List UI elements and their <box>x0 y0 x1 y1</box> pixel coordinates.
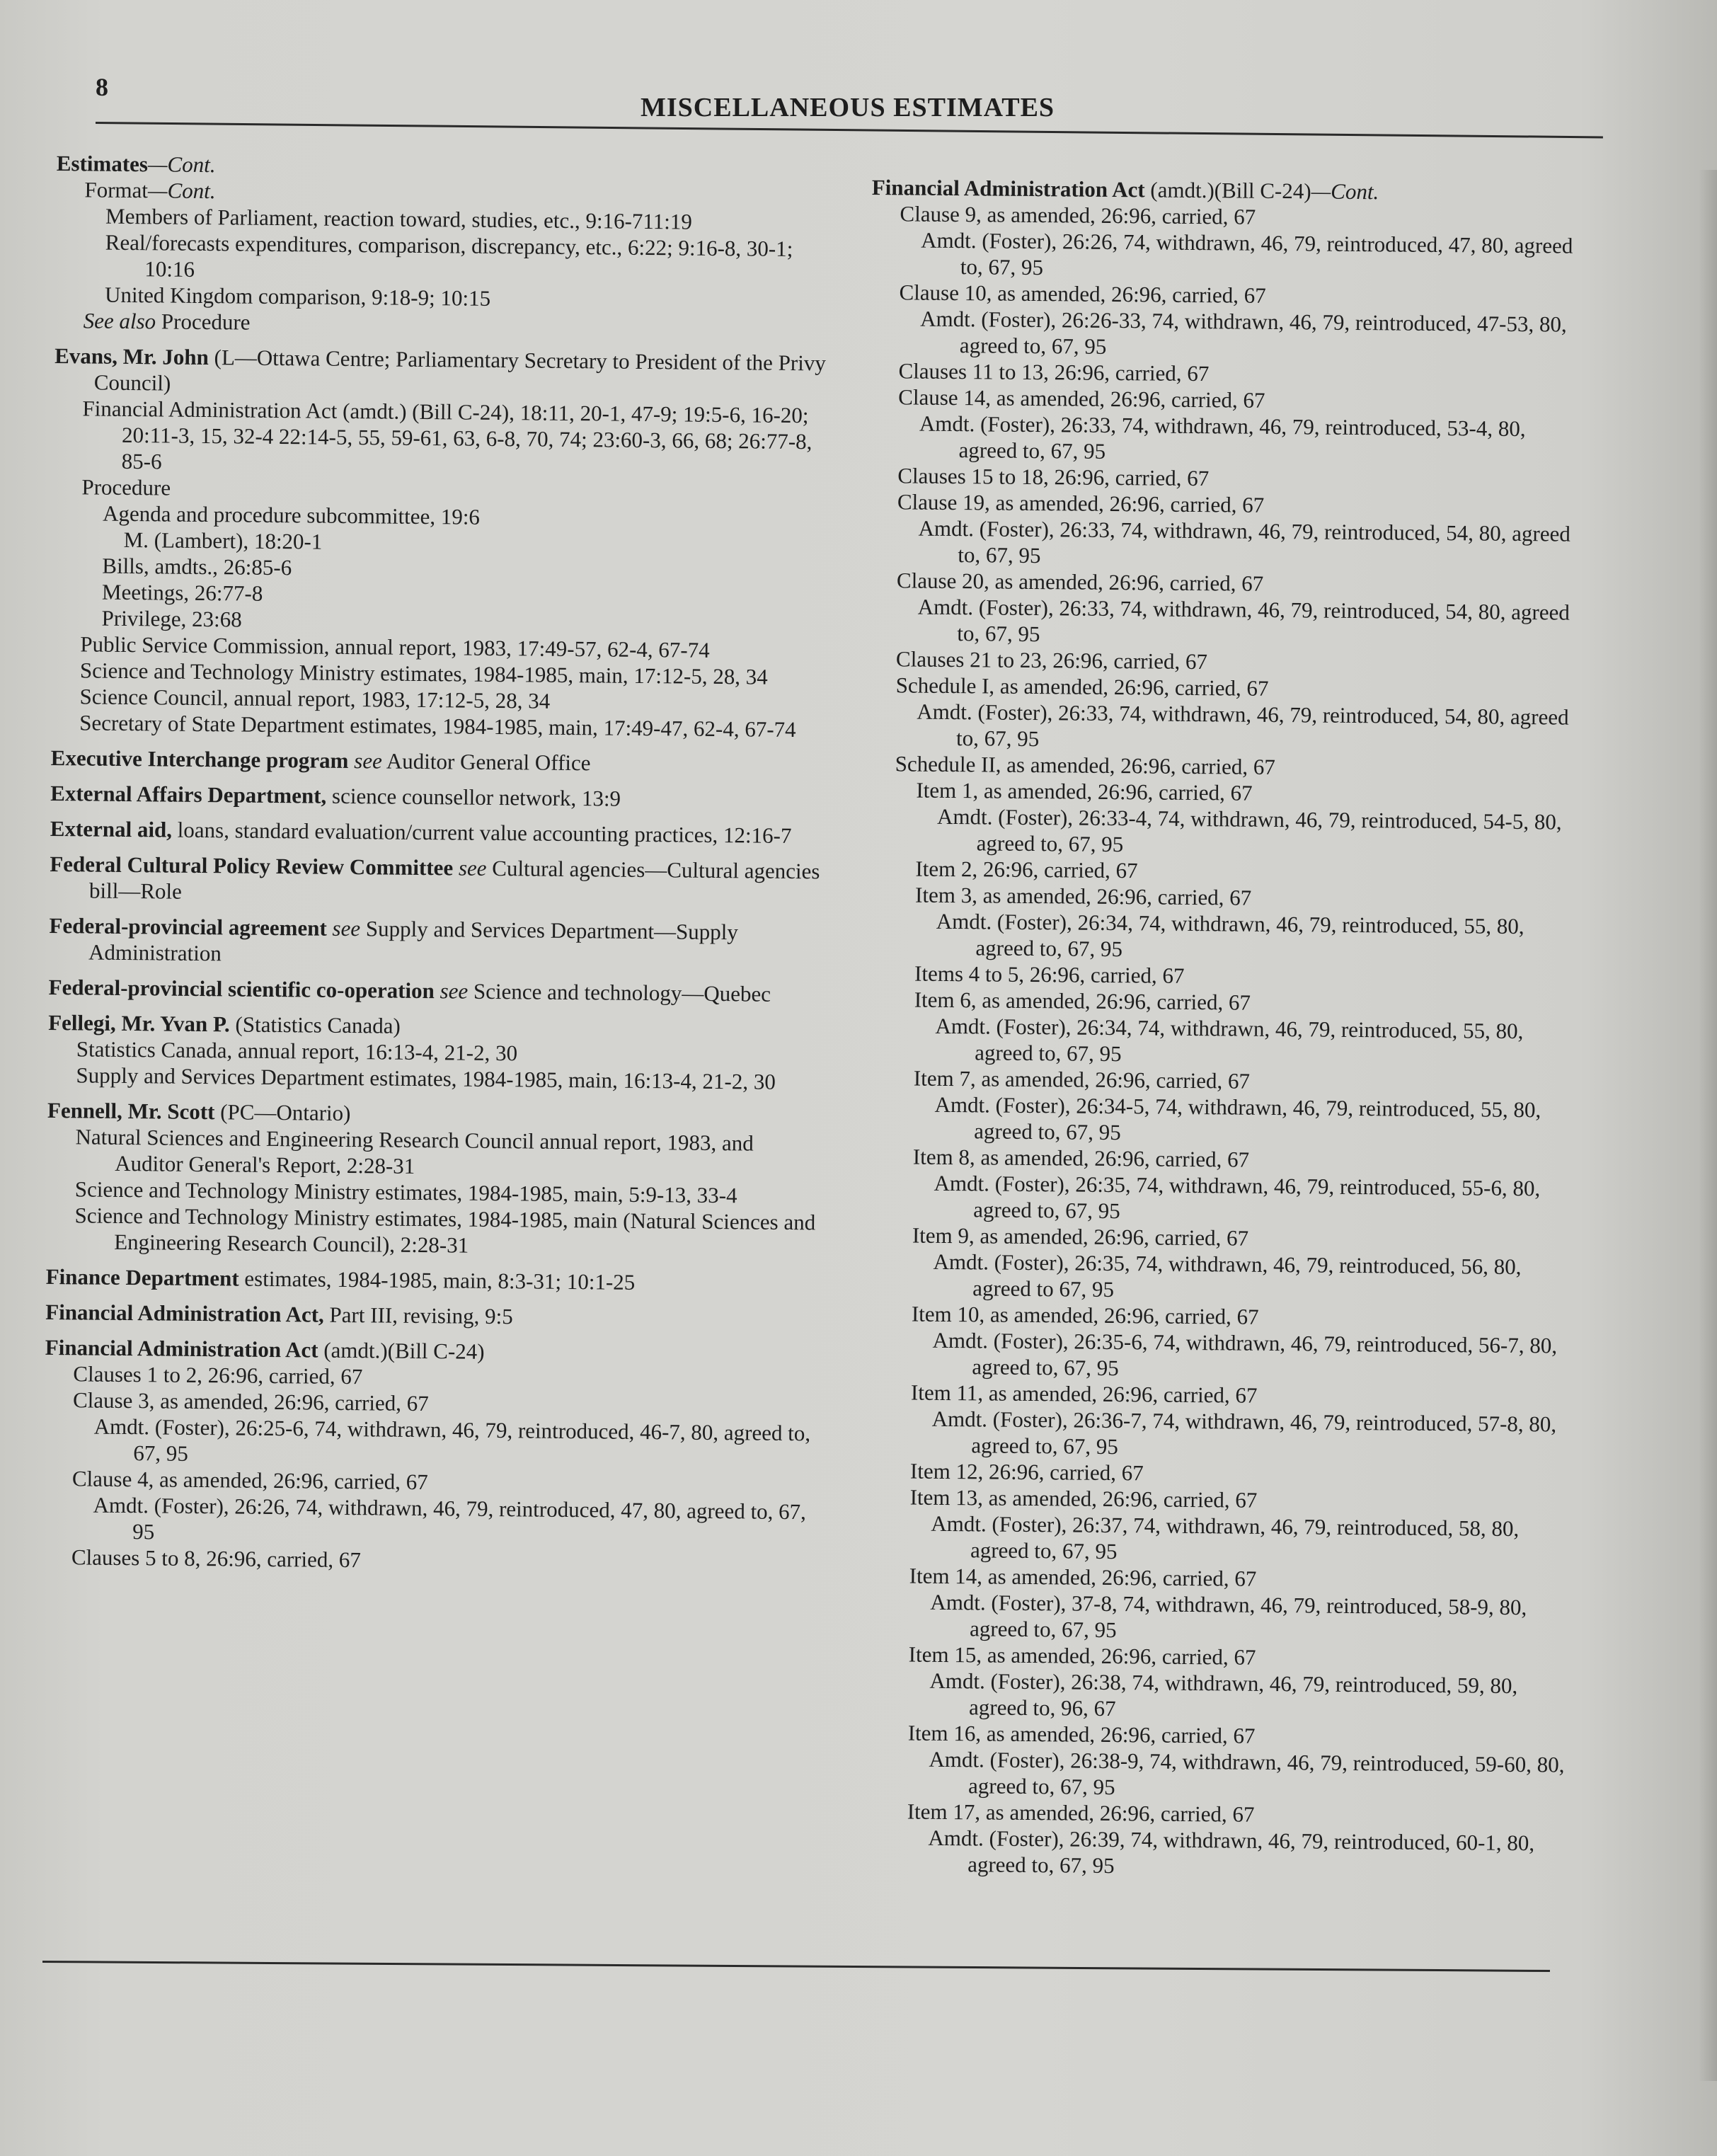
entry-text: Financial Administration Act <box>45 1334 318 1363</box>
entry-text: Amdt. (Foster), 26:38-9, 74, withdrawn, 46, 79, reintroduced, 59-60, 80, agreed to, 67, 95 <box>929 1746 1565 1800</box>
entry-text: Amdt. (Foster), 26:25-6, 74, withdrawn, 46, 79, reintroduced, 46-7, 80, agreed to, 67, 95 <box>93 1414 811 1466</box>
entry-text: Financial Administration Act <box>871 174 1145 202</box>
entry-text: Science Council, annual report, 1983, 17:12-5, 28, 34 <box>79 684 551 713</box>
entry-text: Federal Cultural Policy Review Committee <box>50 851 454 881</box>
index-entry-heading <box>50 815 822 849</box>
index-subentry <box>859 1588 1568 1647</box>
entry-text: Format <box>84 177 149 203</box>
entry-text: —Cont. <box>147 151 216 178</box>
entry-text: Item 8, as amended, 26:96, carried, 67 <box>912 1144 1250 1172</box>
entry-text: Privilege, 23:68 <box>101 605 242 632</box>
entry-text: Amdt. (Foster), 26:33, 74, withdrawn, 46, 79, reintroduced, 54, 80, agreed to, 67, 95 <box>918 515 1570 568</box>
entry-text: Amdt. (Foster), 26:36-7, 74, withdrawn, 46, 79, reintroduced, 57-8, 80, agreed to, 67, 95 <box>931 1406 1557 1460</box>
entry-text: United Kingdom comparison, 9:18-9; 10:15 <box>104 282 491 311</box>
index-subentry <box>55 229 827 288</box>
entry-text: Real/forecasts expenditures, comparison, discrepancy, etc., 6:22; 9:16-8, 30-1; 10:16 <box>105 229 793 282</box>
entry-text: see <box>453 855 487 881</box>
entry-text: Clauses 1 to 2, 26:96, carried, 67 <box>73 1361 363 1389</box>
entry-text: Science and Technology Ministry estimates, 1984-1985, main (Natural Sciences and Engineering Research Council), 2:28-31 <box>74 1203 816 1258</box>
entry-text: Estimates <box>56 150 149 177</box>
entry-text: Science and technology—Quebec <box>468 978 771 1007</box>
right-column <box>857 174 1580 1883</box>
index-entry-heading <box>54 343 827 402</box>
index-subentry <box>864 1012 1573 1071</box>
entry-text: Federal-provincial scientific co-operation <box>48 974 435 1004</box>
index-subentry <box>54 395 826 481</box>
entry-text: Item 2, 26:96, carried, 67 <box>915 856 1138 883</box>
entry-text: Financial Administration Act (amdt.) (Bill C-24), 18:11, 20-1, 47-9; 19:5-6, 16-20; 20:11-3, 15, 32-4 22:14-5, 55, 59-61, 63, 6-8, 70, 74; 23:60-3, 66, 68; 26:77-8, 85-6 <box>82 396 812 474</box>
entry-text: Clause 3, as amended, 26:96, carried, 67 <box>72 1387 429 1416</box>
page-number: 8 <box>96 73 108 101</box>
entry-text: Item 15, as amended, 26:96, carried, 67 <box>908 1641 1256 1670</box>
entry-text: Clause 20, as amended, 26:96, carried, 67 <box>896 568 1264 596</box>
entry-text: Amdt. (Foster), 26:34, 74, withdrawn, 46, 79, reintroduced, 55, 80, agreed to, 67, 95 <box>936 908 1524 962</box>
entry-text: Clause 4, as amended, 26:96, carried, 67 <box>71 1466 428 1495</box>
entry-text: Agenda and procedure subcommittee, 19:6 <box>102 500 481 529</box>
entry-text: Item 12, 26:96, carried, 67 <box>909 1458 1144 1486</box>
entry-text: Items 4 to 5, 26:96, carried, 67 <box>914 961 1185 988</box>
entry-text: (amdt.)(Bill C-24) <box>1144 177 1311 204</box>
entry-text: Item 16, as amended, 26:96, carried, 67 <box>907 1720 1256 1748</box>
entry-text: Clauses 11 to 13, 26:96, carried, 67 <box>898 358 1210 386</box>
entry-text: (Statistics Canada) <box>229 1011 401 1038</box>
entry-text: Amdt. (Foster), 26:34-5, 74, withdrawn, 46, 79, reintroduced, 55, 80, agreed to, 67, 95 <box>934 1091 1541 1145</box>
entry-text: Amdt. (Foster), 26:35-6, 74, withdrawn, 46, 79, reintroduced, 56-7, 80, agreed to, 67, 95 <box>932 1327 1558 1381</box>
index-subentry <box>863 1169 1571 1228</box>
page-edge-shadow <box>1699 170 1717 2081</box>
entry-text: Amdt. (Foster), 26:38, 74, withdrawn, 46, 79, reintroduced, 59, 80, agreed to, 96, 67 <box>929 1668 1518 1721</box>
index-subentry <box>868 593 1576 652</box>
entry-text: Clauses 21 to 23, 26:96, carried, 67 <box>895 646 1208 675</box>
entry-text: Procedure <box>155 309 251 335</box>
entry-text: Meetings, 26:77-8 <box>101 579 263 606</box>
entry-text: Fellegi, Mr. Yvan P. <box>48 1009 230 1037</box>
entry-text: Item 11, as amended, 26:96, carried, 67 <box>910 1380 1258 1408</box>
entry-text: (amdt.)(Bill C-24) <box>318 1337 485 1364</box>
entry-text: Members of Parliament, reaction toward, studies, etc., 9:16-711:19 <box>105 203 693 234</box>
entry-text: Amdt. (Foster), 26:39, 74, withdrawn, 46, 79, reintroduced, 60-1, 80, agreed to, 67, 95 <box>928 1825 1535 1879</box>
entry-text: Clauses 15 to 18, 26:96, carried, 67 <box>897 463 1210 491</box>
entry-text: Bills, amdts., 26:85-6 <box>102 553 292 580</box>
index-subentry <box>867 698 1575 757</box>
entry-text: Clauses 5 to 8, 26:96, carried, 67 <box>71 1544 362 1573</box>
entry-text: Clause 19, as amended, 26:96, carried, 67 <box>897 489 1265 517</box>
index-entry-heading <box>45 1299 817 1332</box>
entry-text: See also <box>83 308 156 334</box>
entry-text: (L—Ottawa Centre; Parliamentary Secretary to President of the Privy Council) <box>93 345 827 396</box>
index-subentry <box>858 1667 1567 1726</box>
entry-text: Amdt. (Foster), 26:26-33, 74, withdrawn, 46, 79, reintroduced, 47-53, 80, agreed to, 67, 95 <box>920 306 1567 359</box>
entry-text: Item 3, as amended, 26:96, carried, 67 <box>914 882 1252 910</box>
entry-text: Clause 10, as amended, 26:96, carried, 67 <box>899 280 1266 308</box>
index-subentry <box>865 907 1573 966</box>
entry-text: Amdt. (Foster), 26:33, 74, withdrawn, 46, 79, reintroduced, 53-4, 80, agreed to, 67, 95 <box>919 411 1526 464</box>
entry-text: Part III, revising, 9:5 <box>323 1302 513 1329</box>
entry-text: Supply and Services Department—Supply Administration <box>88 916 739 966</box>
entry-text: Schedule I, as amended, 26:96, carried, 67 <box>895 672 1269 701</box>
index-entry-heading <box>48 974 820 1007</box>
entry-text: Federal-provincial agreement <box>49 912 327 941</box>
entry-text: Executive Interchange program <box>50 745 349 773</box>
entry-text: Item 10, as amended, 26:96, carried, 67 <box>911 1301 1259 1329</box>
index-subentry <box>46 1202 818 1261</box>
index-subentry <box>43 1491 815 1551</box>
entry-text: Schedule II, as amended, 26:96, carried, 67 <box>895 751 1276 780</box>
footer-rule <box>42 1961 1550 1972</box>
index-entry-heading <box>51 745 822 778</box>
entry-text: M. (Lambert), 18:20-1 <box>123 527 323 554</box>
entry-text: Statistics Canada, annual report, 16:13-4, 21-2, 30 <box>76 1036 518 1066</box>
index-subentry <box>861 1405 1569 1464</box>
entry-text: Item 14, as amended, 26:96, carried, 67 <box>909 1563 1257 1591</box>
entry-text: Public Service Commission, annual report, 1983, 17:49-57, 62-4, 67-74 <box>80 631 710 663</box>
index-subentry <box>47 1123 819 1183</box>
entry-text: Item 17, as amended, 26:96, carried, 67 <box>907 1799 1255 1827</box>
entry-text: Financial Administration Act, <box>45 1299 324 1327</box>
entry-text: see <box>348 748 382 774</box>
running-head-title: MISCELLANEOUS ESTIMATES <box>641 93 1055 122</box>
entry-text: Clause 14, as amended, 26:96, carried, 67 <box>898 384 1265 413</box>
entry-text: see <box>326 915 361 941</box>
left-column <box>43 150 828 1577</box>
index-subentry <box>862 1248 1570 1307</box>
entry-text: Clause 9, as amended, 26:96, carried, 67 <box>900 201 1256 229</box>
entry-text: Item 13, as amended, 26:96, carried, 67 <box>909 1484 1258 1513</box>
index-entry-heading <box>50 851 822 910</box>
entry-text: Amdt. (Foster), 26:26, 74, withdrawn, 46, 79, reintroduced, 47, 80, agreed to, 67, 95 <box>921 227 1573 280</box>
entry-text: External aid, <box>50 815 173 842</box>
index-subentry <box>863 1091 1572 1149</box>
index-entry-heading <box>46 1263 817 1297</box>
index-subentry <box>857 1824 1566 1883</box>
entry-text: Item 7, as amended, 26:96, carried, 67 <box>913 1065 1251 1094</box>
entry-text: see <box>434 978 469 1004</box>
entry-text: Finance Department <box>45 1263 239 1291</box>
entry-text: Amdt. (Foster), 37-8, 74, withdrawn, 46, 79, reintroduced, 58-9, 80, agreed to, 67, 95 <box>930 1589 1527 1643</box>
entry-text: Natural Sciences and Engineering Research Council annual report, 1983, and Auditor General's Report, 2:28-31 <box>75 1124 754 1179</box>
entry-text: Amdt. (Foster), 26:34, 74, withdrawn, 46, 79, reintroduced, 55, 80, agreed to, 67, 95 <box>935 1013 1524 1067</box>
entry-text: Item 6, as amended, 26:96, carried, 67 <box>914 987 1251 1015</box>
entry-text: External Affairs Department, <box>50 780 327 808</box>
entry-text: Supply and Services Department estimates, 1984-1985, main, 16:13-4, 21-2, 30 <box>76 1062 776 1094</box>
entry-text: loans, standard evaluation/current value accounting practices, 12:16-7 <box>171 817 792 849</box>
entry-text: —Cont. <box>147 178 216 204</box>
entry-text: Amdt. (Foster), 26:35, 74, withdrawn, 46, 79, reintroduced, 56, 80, agreed to 67, 95 <box>933 1249 1522 1302</box>
index-subentry <box>869 410 1578 469</box>
index-subentry <box>868 515 1577 573</box>
index-subentry <box>871 227 1580 285</box>
entry-text: science counsellor network, 13:9 <box>326 783 621 811</box>
entry-text: Secretary of State Department estimates, 1984-1985, main, 17:49-47, 62-4, 67-74 <box>79 710 796 742</box>
entry-text: Science and Technology Ministry estimates, 1984-1985, main, 5:9-13, 33-4 <box>74 1176 737 1208</box>
entry-text: —Cont. <box>1311 178 1379 205</box>
entry-text: estimates, 1984-1985, main, 8:3-31; 10:1-25 <box>239 1266 636 1295</box>
entry-text: Science and Technology Ministry estimates, 1984-1985, main, 17:12-5, 28, 34 <box>79 658 768 689</box>
entry-text: Evans, Mr. John <box>54 343 209 370</box>
entry-text: Amdt. (Foster), 26:26, 74, withdrawn, 46, 79, reintroduced, 47, 80, agreed to, 67, 95 <box>93 1492 807 1544</box>
index-subentry <box>871 305 1579 364</box>
entry-text: Fennell, Mr. Scott <box>47 1097 215 1125</box>
entry-text: Item 9, as amended, 26:96, carried, 67 <box>912 1222 1249 1251</box>
index-subentry <box>866 803 1575 861</box>
index-entry-heading <box>49 912 821 972</box>
entry-text: Amdt. (Foster), 26:33, 74, withdrawn, 46, 79, reintroduced, 54, 80, agreed to, 67, 95 <box>917 699 1569 752</box>
index-subentry <box>44 1413 816 1472</box>
entry-text: Cultural agencies—Cultural agencies bill—Role <box>88 855 820 904</box>
index-subentry <box>860 1510 1568 1569</box>
page-header <box>96 68 1610 132</box>
entry-text: Item 1, as amended, 26:96, carried, 67 <box>916 777 1253 805</box>
entry-text: Amdt. (Foster), 26:35, 74, withdrawn, 46, 79, reintroduced, 55-6, 80, agreed to, 67, 95 <box>934 1170 1541 1224</box>
index-subentry <box>858 1745 1566 1804</box>
index-entry-heading <box>50 780 822 813</box>
index-subentry <box>861 1326 1570 1385</box>
entry-text: Amdt. (Foster), 26:37, 74, withdrawn, 46, 79, reintroduced, 58, 80, agreed to, 67, 95 <box>931 1510 1520 1564</box>
entry-text: (PC—Ontario) <box>214 1099 351 1126</box>
entry-text: Auditor General Office <box>381 748 591 776</box>
entry-text: Procedure <box>81 474 171 500</box>
entry-text: Amdt. (Foster), 26:33-4, 74, withdrawn, 46, 79, reintroduced, 54-5, 80, agreed to, 67, 95 <box>936 803 1562 857</box>
entry-text: Amdt. (Foster), 26:33, 74, withdrawn, 46, 79, reintroduced, 54, 80, agreed to, 67, 95 <box>917 594 1570 647</box>
